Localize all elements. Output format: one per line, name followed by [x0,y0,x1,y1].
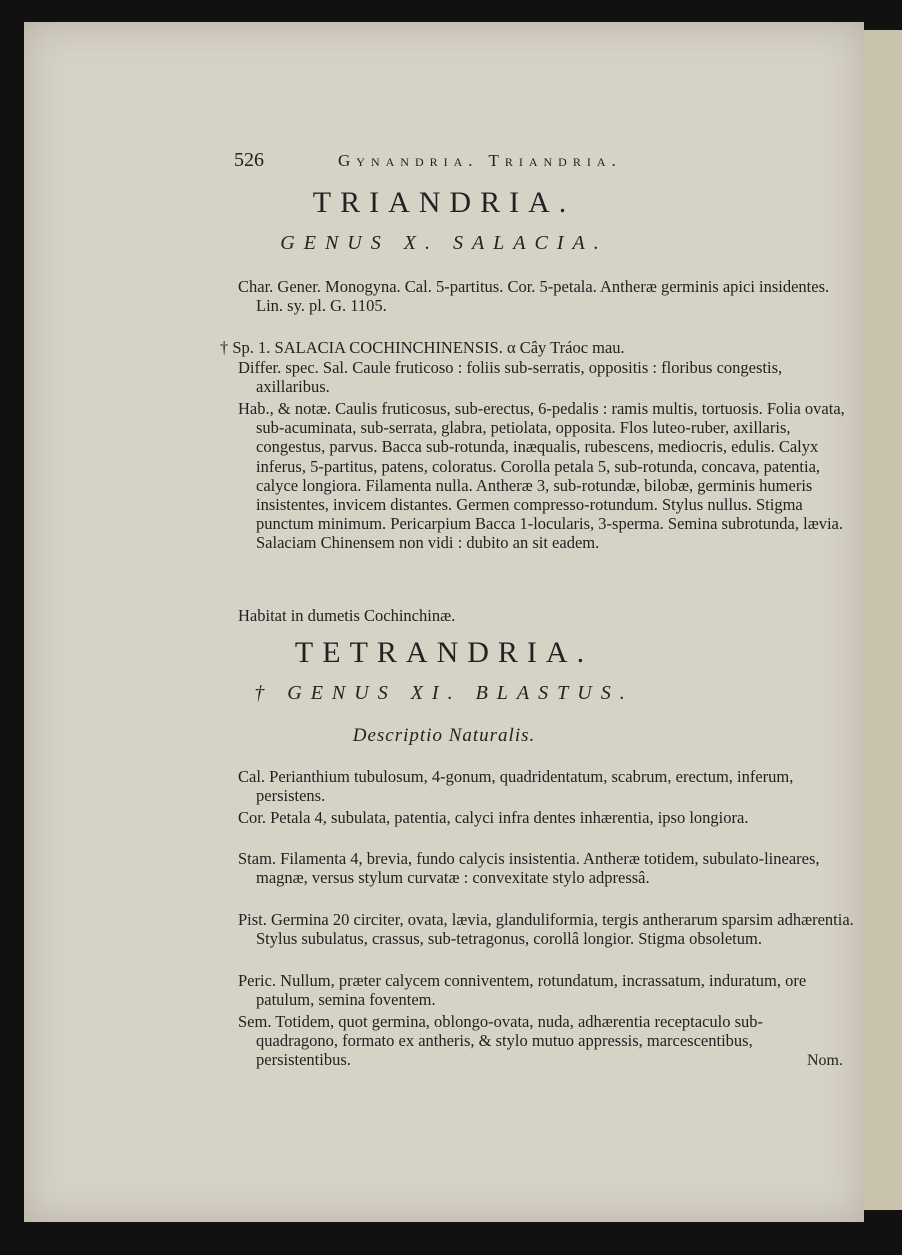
stam-paragraph: Stam. Filamenta 4, brevia, fundo calycis insistentia. Antheræ totidem, subulato-lineares, magnæ, versus stylum curvatæ : convexitate stylo adpressâ. [238,849,820,888]
book-page [24,22,864,1222]
char-gener-paragraph: Char. Gener. Monogyna. Cal. 5-partitus. Cor. 5-petala. Antheræ germinis apici insidentes. Lin. sy. pl. G. 1105. [238,277,830,316]
peric-paragraph: Peric. Nullum, præter calycem conniventem, rotundatum, incrassatum, induratum, ore patulum, semina foventem. [238,971,807,1010]
section-heading-tetrandria: TETRANDRIA. [294,636,594,669]
cal-paragraph: Cal. Perianthium tubulosum, 4-gonum, quadridentatum, scabrum, erectum, inferum, persistens. [238,767,794,806]
page-number: 526 [234,149,264,171]
pist-paragraph: Pist. Germina 20 circiter, ovata, lævia, glanduliformia, tergis antherarum sparsim adhærentia. Stylus subulatus, crassus, sub-tetragonus, corollâ longior. Stigma obsoletum. [238,910,854,949]
cor-paragraph: Cor. Petala 4, subulata, patentia, calyci infra dentes inhærentia, ipso longiora. [238,808,749,827]
habitat-line: Habitat in dumetis Cochinchinæ. [238,606,456,625]
sem-paragraph: Sem. Totidem, quot germina, oblongo-ovata, nuda, adhærentia receptaculo sub-quadragono, formato ex antheris, & stylo mutuo appressis, marcescentibus, persistentibus. [238,1012,764,1070]
genus-heading-blastus: † GENUS XI. BLASTUS. [254,682,634,704]
hab-paragraph: Hab., & notæ. Caulis fruticosus, sub-erectus, 6-pedalis : ramis multis, tortuosis. Folia ovata, sub-acuminata, sub-serrata, glabra, petiolata, opposita. Flos luteo-ruber, axillaris, congestus, parvus. Bacca sub-rotunda, inæqualis, rubescens, mediocris, edulis. Calyx inferus, 5-partitus, patens, coloratus. Corolla petala 5, sub-rotunda, concava, patentia, calyce longiora. Filamenta nulla. Antheræ 3, sub-rotundæ, bilobæ, germinis humeris insistentes, invicem distantes. Germen compresso-rotundum. Stylus nullus. Stigma punctum minimum. Pericarpium Bacca 1-locularis, 3-sperma. Semina subrotunda, lævia. Salaciam Chinensem non vidi : dubito an sit eadem. [238,399,845,553]
running-head [234,145,754,175]
running-title: Gynandria. Triandria. [338,151,622,170]
differ-paragraph: Differ. spec. Sal. Caule fruticoso : foliis sub-serratis, oppositis : floribus congestis, axillaribus. [238,358,783,397]
descriptio-naturalis-heading: Descriptio Naturalis. [352,725,536,746]
genus-heading-salacia: GENUS X. SALACIA. [280,232,608,254]
catch-word: Nom. [807,1052,843,1069]
section-heading-triandria: TRIANDRIA. [312,186,576,219]
species-line: † Sp. 1. SALACIA COCHINCHINENSIS. α Cây Tráoc mau. [220,338,625,357]
